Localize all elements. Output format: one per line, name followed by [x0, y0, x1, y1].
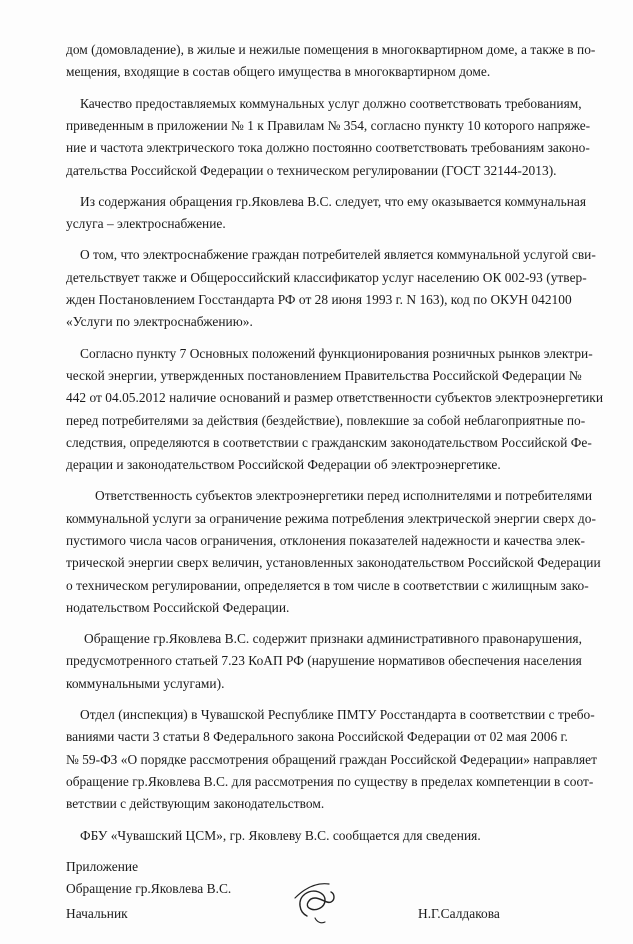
text-line: перед потребителями за действия (бездействие), повлекшие за собой неблагоприятные по- — [66, 413, 586, 428]
text-line: ФБУ «Чувашский ЦСМ», гр. Яковлеву В.С. сообщается для сведения. — [80, 828, 481, 843]
text-line: Согласно пункту 7 Основных положений функционирования розничных рынков электри- — [80, 346, 593, 361]
text-line: трической энергии сверх величин, установленных законодательством Российской Федерации — [66, 555, 601, 570]
text-line: Ответственность субъектов электроэнергетики перед исполнителями и потребителями — [95, 488, 593, 503]
text-line: ветствии с действующим законодательством. — [66, 796, 325, 811]
text-line: о техническом регулировании, определяется в том числе в соответствии с жилищным зако- — [66, 578, 589, 593]
handwritten-signature — [285, 878, 345, 928]
text-line: Отдел (инспекция) в Чувашской Республике ПМТУ Росстандарта в соответствии с требо- — [80, 707, 595, 722]
text-line: Из содержания обращения гр.Яковлева В.С. следует, что ему оказывается коммунальная — [80, 194, 587, 209]
text-line: жден Постановлением Госстандарта РФ от 28 июня 1993 г. N 163), код по ОКУН 042100 — [66, 292, 572, 307]
text-line: ние и частота электрического тока должно постоянно соответствовать требованиям законо- — [66, 140, 590, 155]
text-line: Качество предоставляемых коммунальных услуг должно соответствовать требованиям, — [80, 96, 582, 111]
text-line: ческой энергии, утвержденных постановлением Правительства Российской Федерации № — [66, 368, 582, 383]
text-line: дом (домовладение), в жилые и нежилые помещения в многоквартирном доме, а также в по- — [66, 42, 596, 57]
text-line: коммунальной услуги за ограничение режима потребления электрической энергии сверх до- — [66, 511, 596, 526]
text-line: «Услуги по электроснабжению». — [66, 314, 253, 329]
text-line: предусмотренного статьей 7.23 КоАП РФ (нарушение нормативов обеспечения населения — [66, 653, 582, 668]
text-line: следствия, определяются в соответствии с гражданским законодательством Российской Фе- — [66, 435, 592, 450]
text-line: О том, что электроснабжение граждан потребителей является коммунальной услугой сви- — [80, 247, 596, 262]
attachment-item: Обращение гр.Яковлева В.С. — [66, 881, 232, 896]
position-label: Начальник — [66, 906, 128, 921]
text-line: мещения, входящие в состав общего имущества в многоквартирном доме. — [66, 64, 491, 79]
text-line: № 59-ФЗ «О порядке рассмотрения обращений граждан Российской Федерации» направляет — [66, 752, 598, 767]
text-line: нодательством Российской Федерации. — [66, 600, 290, 615]
text-line: Обращение гр.Яковлева В.С. содержит признаки административного правонарушения, — [84, 631, 582, 646]
text-line: дательства Российской Федерации о техническом регулировании (ГОСТ 32144-2013). — [66, 163, 557, 178]
text-line: обращение гр.Яковлева В.С. для рассмотрения по существу в пределах компетенции в соот- — [66, 774, 594, 789]
signatory-name: Н.Г.Салдакова — [418, 906, 500, 921]
text-line: 442 от 04.05.2012 наличие оснований и размер ответственности субъектов электроэнергетики — [66, 390, 604, 405]
text-line: детельствует также и Общероссийский классификатор услуг населению ОК 002-93 (утвер- — [66, 270, 587, 285]
text-line: коммунальными услугами). — [66, 676, 225, 691]
text-line: услуга – электроснабжение. — [66, 216, 226, 231]
text-line: пустимого числа часов ограничения, отклонения показателей надежности и качества элек- — [66, 533, 586, 548]
text-line: приведенным в приложении № 1 к Правилам № 354, согласно пункту 10 которого напряже- — [66, 118, 591, 133]
text-line: дерации и законодательством Российской Федерации об электроэнергетике. — [66, 457, 501, 472]
attachment-heading: Приложение — [66, 859, 139, 874]
text-line: ваниями части 3 статьи 8 Федерального закона Российской Федерации от 02 мая 2006 г. — [66, 729, 568, 744]
